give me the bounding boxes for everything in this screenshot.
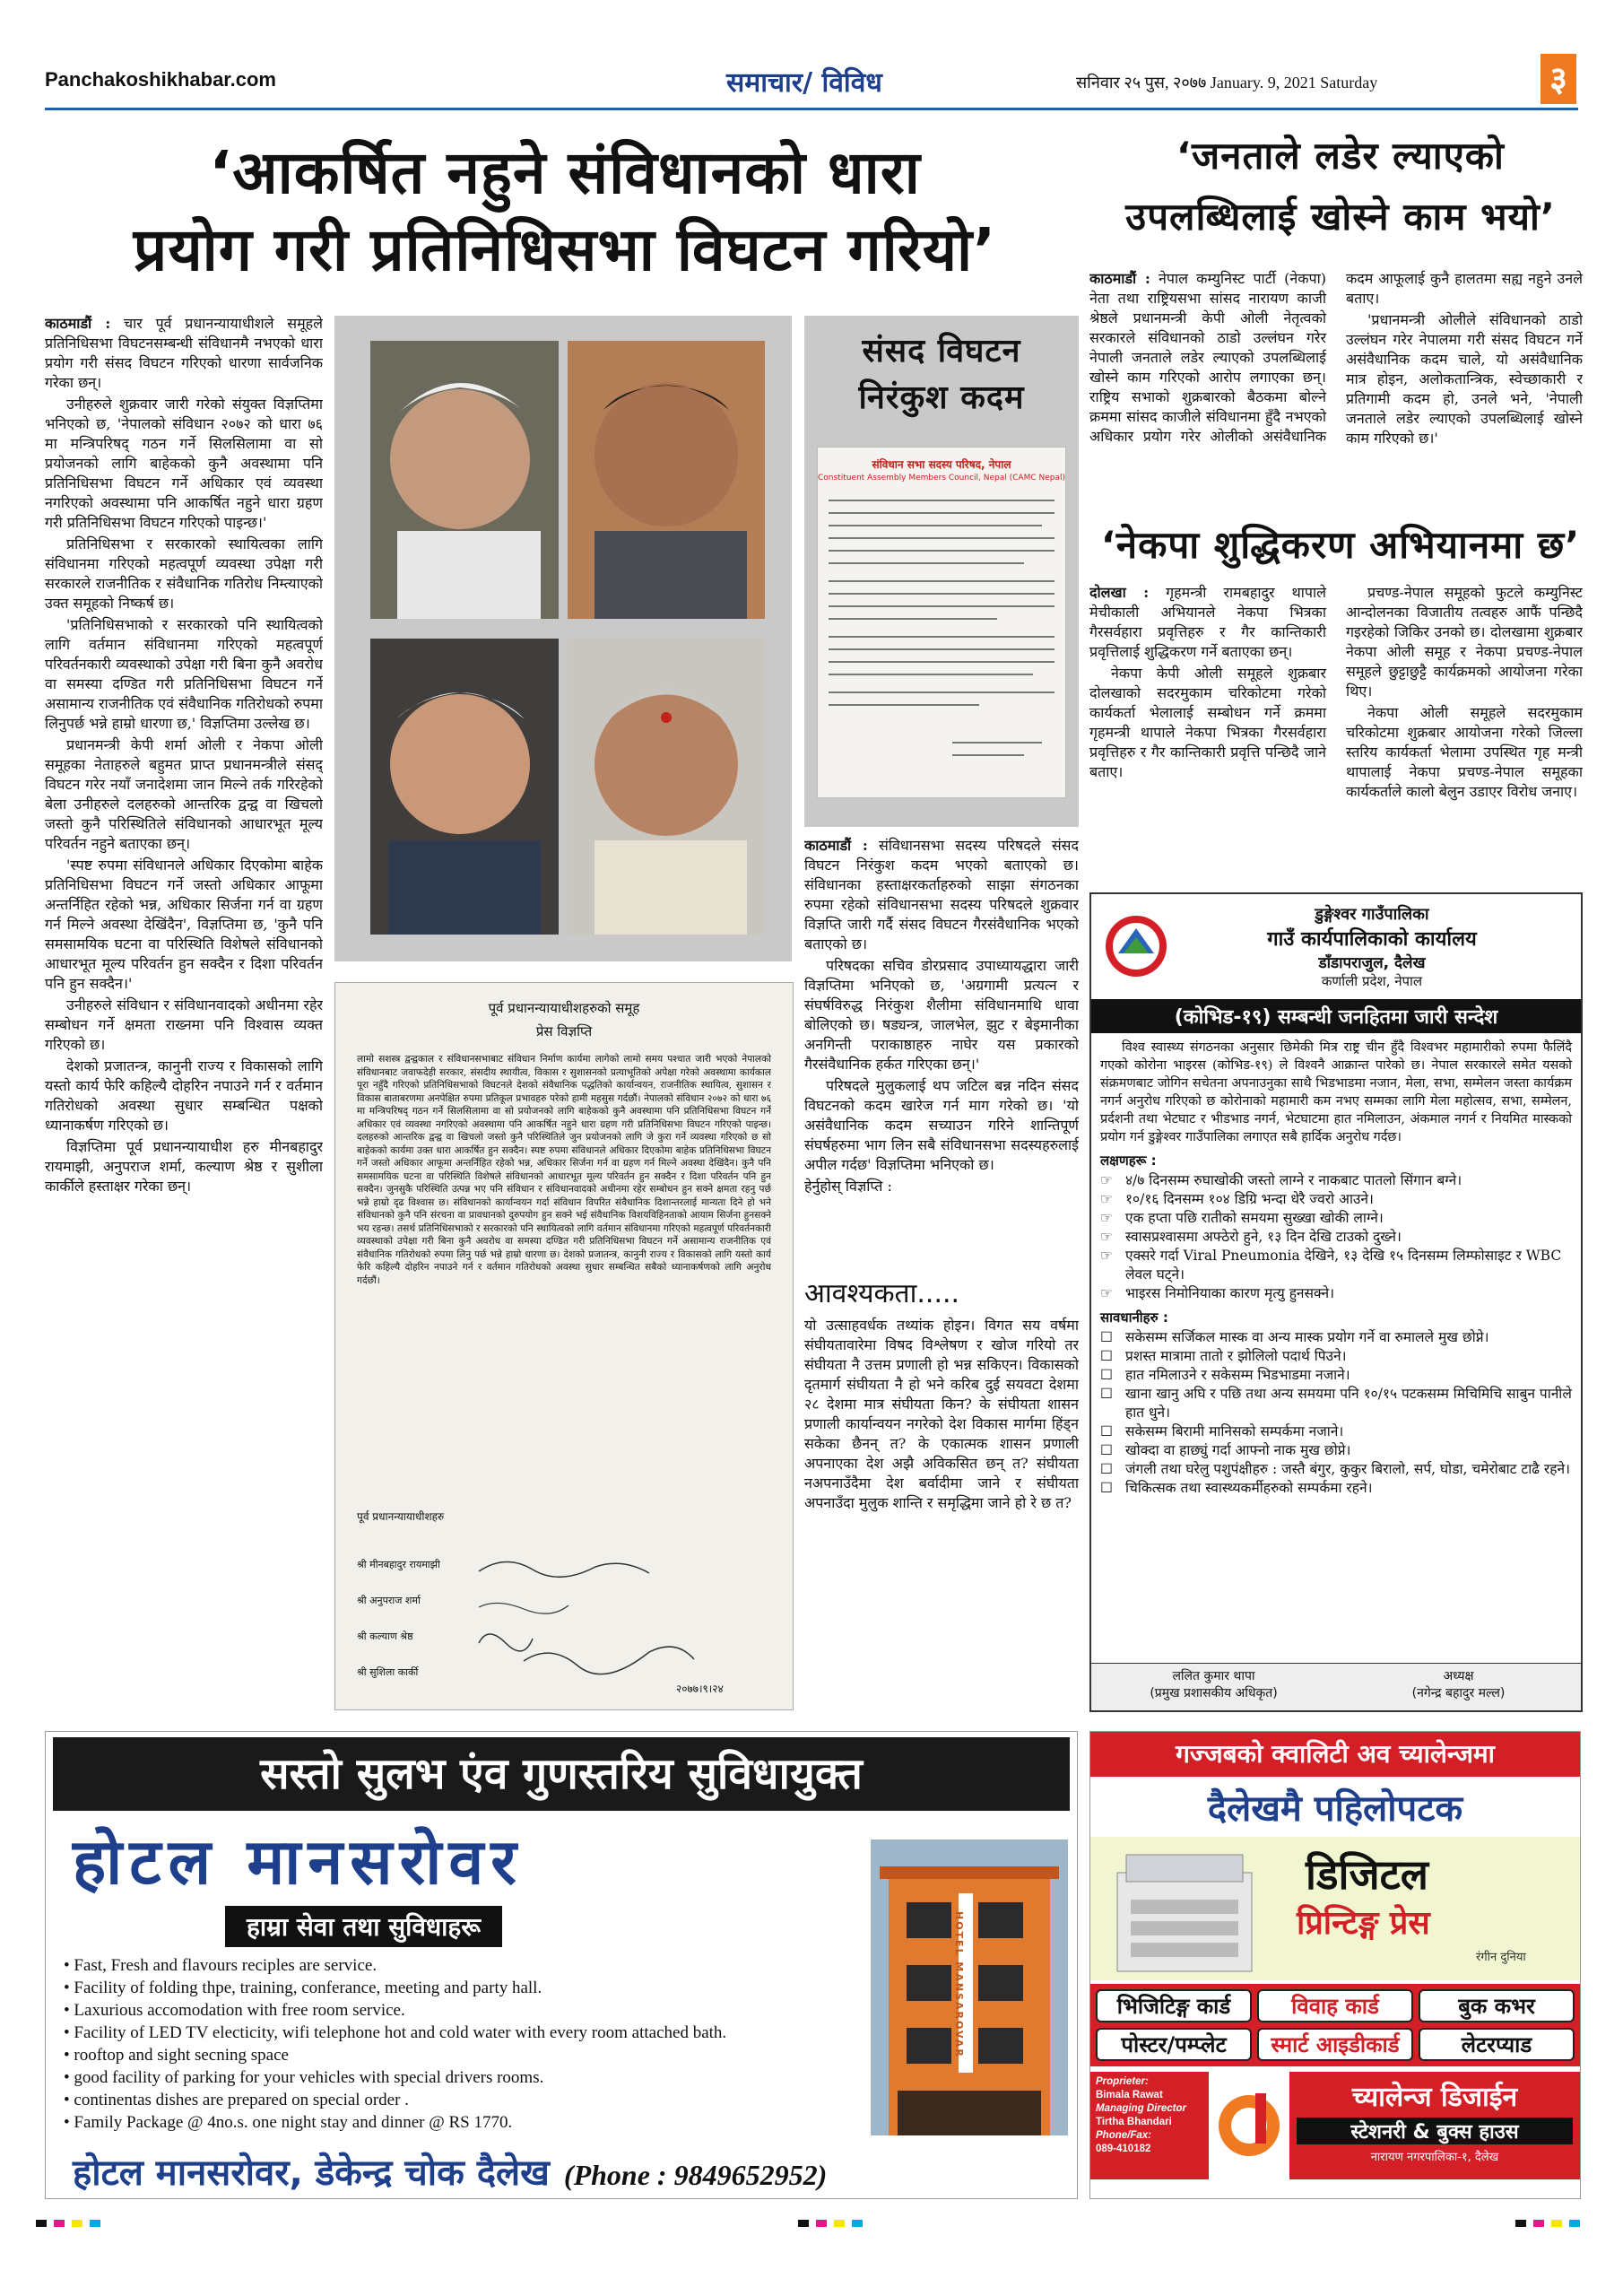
company-block (1289, 2072, 1580, 2179)
service-text: rooftop and sight secning space (74, 2046, 289, 2065)
list-item-text: स्वासप्रश्वासमा अफ्ठेरो हुने, १३ दिन देखि टाउको दुख्ने। (1125, 1229, 1402, 1245)
list-item (1100, 1190, 1572, 1209)
notice-signatures (1091, 1663, 1581, 1710)
issue-date: सनिवार २५ पुस, २०७७ January. 9, 2021 Saturday (1076, 74, 1378, 91)
service-book-cover: बुक कभर (1419, 1989, 1575, 2022)
list-item (1100, 1441, 1572, 1460)
signatures-image (470, 1553, 739, 1679)
checkbox-icon: ☐ (1100, 1386, 1113, 1402)
checkbox-icon: ☐ (1100, 1461, 1113, 1477)
need-box (804, 1274, 1079, 1713)
dateline: काठमाडौं : (45, 315, 111, 332)
print-ad-footer (1090, 2072, 1580, 2179)
list-item: • rooftop and sight secning space (64, 2046, 289, 2065)
dateline: काठमाडौं : (804, 837, 868, 854)
service-wedding-card: विवाह कार्ड (1257, 1989, 1413, 2022)
need-box-text: यो उत्साहवर्धक तथ्यांक होइन। विगत सय वर्षमा संघीयतावारेमा विषद विश्लेषण र खोज गरियो तर संघीयता नै उत्तम प्रणाली हो भन्न सकिएन। विकासको दृतमार्ग संघीयता नै हो भने करिब दुई सयवटा देशमा २८ देशमा मात्र संघीयता किन? के संघीयता शासन प्रणाली कार्यान्वयन नगरेको देश विकास मार्गमा हिंड्न सकेका छैनन् त? के एकात्मक शासन प्रणाली अपनाएका देश अझै अविकसित छन् त? संघीयता नअपनाउँदैमा देश बर्वादीमा जाने र संघीयता अपनाउँदा मुलुक शान्ति र समृद्धिमा जाने हो रे छ त? (804, 1317, 1079, 1511)
pointer-icon: ☞ (1100, 1229, 1113, 1245)
list-item (1100, 1460, 1572, 1479)
nepal-emblem (1100, 910, 1172, 982)
right-headline-1 (1089, 126, 1592, 248)
signature-1 (1091, 1664, 1336, 1710)
service-poster: पोस्टर/पम्प्लेट (1096, 2028, 1252, 2061)
hotel-name: होटल मानसरोवर (73, 1825, 524, 1899)
press-release-title: पूर्व प्रधानन्यायाधीशहरुको समूह (488, 1000, 640, 1016)
pointer-icon: ☞ (1100, 1210, 1113, 1226)
paragraph: प्रतिनिधिसभा र सरकारको स्थायित्वका लागि संविधानमा गरिएको महत्वपूर्ण व्यवस्था उपेक्षा गरी सरकारले राजनीतिक र संवैधानिक गतिरोध निम्त्याएको उक्त समूहको निष्कर्ष छ। (45, 535, 323, 612)
print-services-grid (1090, 1984, 1580, 2066)
parliament-story-image (804, 316, 1079, 827)
checkbox-icon: ☐ (1100, 1367, 1113, 1383)
service-text: Facility of LED TV electicity, wifi telephone hot and cold water with every room attached bath. (74, 2023, 727, 2042)
list-item: • good facility of parking for your vehicles with special drivers rooms. (64, 2068, 544, 2087)
list-item-text: चिकित्सक तथा स्वास्थ्यकर्मीहरुको सम्पर्कमा रहने। (1125, 1480, 1373, 1496)
letter-header: संविधान सभा सदस्य परिषद, नेपाल (872, 458, 1011, 471)
right-headline-1-line1: ‘जनताले लडेर ल्याएको (1176, 134, 1505, 178)
notice-intro: विश्व स्वास्थ्य संगठनका अनुसार छिमेकी मित्र राष्ट्र चीन हुँदै विश्वभर महामारीको रुपमा फैलिंदै गएको कोरोना भाइरस (कोभिड-१९) ले विश्वनै आक्रान्त पारेको छ। नेपाल सरकारले समेत यसको संक्रमणबाट जोगिन सचेतना अपनाउनुका साथै भिडभाडमा नजान, मेला, सभा, सम्मेलन जस्ता कार्यक्रम नगर्न अनुरोध गरिएको छ कोरोनाको महामारी कम नभए सम्मका लागि मेला महोत्सव, सभा, सम्मेलन, प्रर्दशनी तथा भेटघाट र भीडभाड नगर्न, भेटघाटमा हात नमिलाउन, अंकमाल नगर्न र नियमित मास्कको प्रयोग गर्न डुङ्गेश्वर गाउँपालिका लगाएत सबै हार्दिक अनुरोध गर्दछ। (1100, 1040, 1572, 1144)
letter-header-en: Constituent Assembly Members Council, Nepal (CAMC Nepal) (818, 474, 1065, 483)
signer: श्री कल्याण श्रेष्ठ (357, 1631, 413, 1642)
signers-heading: पूर्व प्रधानन्यायाधीशहरु (357, 1510, 445, 1523)
page-header (45, 56, 1578, 110)
covid-banner: (कोभिड-१९) सम्बन्धी जनहितमा जारी सन्देश (1091, 999, 1581, 1033)
paragraph: 'प्रतिनिधिसभाको र सरकारको पनि स्थायित्वको लागि वर्तमान संविधानमा गरिएको महत्वपूर्ण परिवर्तनकारी व्यवस्थाको उपेक्षा गरी बिना कुनै अवरोध वा समस्या दण्डित गरी प्रतिनिधिसभा विघटन गर्ने असामान्य राजनीतिक एवं संवैधानिक गतिरोधको रुपमा लिनुपर्छ भन्ने हाम्रो धारणा छ,' विज्ञप्तिमा उल्लेख छ। (45, 616, 323, 732)
sign1-title: (प्रमुख प्रशासकीय अधिकृत) (1150, 1686, 1278, 1700)
company-name-1: च्यालेन्ज डिजाईन (1351, 2082, 1518, 2113)
phone: 089-410182 (1096, 2144, 1151, 2154)
main-headline-line1: ‘आकर्षित नहुने संविधानको धारा (209, 138, 921, 207)
proprietor: Bimala Rawat (1096, 2090, 1163, 2100)
list-item-text: एक्सरे गर्दा Viral Pneumonia देखिने, १३ देखि १५ दिनसम्म लिम्फोसाइट र WBC लेवल घट्ने। (1125, 1248, 1562, 1283)
list-item: • Facility of folding thpe, training, conferance, meeting and party hall. (64, 1979, 542, 1997)
hotel-phone: (Phone : 9849652952) (563, 2159, 828, 2191)
parliament-story-body (804, 836, 1079, 1262)
need-box-title: आवश्यकता..... (804, 1278, 960, 1309)
symptoms-list (1100, 1171, 1572, 1303)
checkbox-icon: ☐ (1100, 1480, 1113, 1496)
paragraph: प्रचण्ड-नेपाल समूहको फुटले कम्युनिस्ट आन्दोलनका विजातीय तत्वहरु आफैं पन्छिदै गइरहेको जिकिर उनको छ। दोलखामा शुक्रबार नेकपा ओली समूह र नेकपा प्रचण्ड-नेपाल समूहले छुट्टाछुट्टै कार्यक्रमको आयोजना गरेका थिए। (1346, 584, 1583, 700)
paragraph: विज्ञप्तिमा पूर्व प्रधानन्यायाधीश हरु मीनबहादुर रायमाझी, अनुपराज शर्मा, कल्याण श्रेष्ठ र सुशीला कार्कीले हस्ताक्षर गरेका छन्। (45, 1138, 323, 1195)
parliament-footer-label: हेर्नुहोस् विज्ञप्ति : (804, 1178, 892, 1195)
right-story-1-body (1089, 269, 1583, 520)
paragraph: 'स्पष्ट रुपमा संविधानले अधिकार दिएकोमा बाहेक प्रतिनिधिसभा विघटन गर्ने जस्तो अधिकार आफूमा अन्तर्निहित रहेको भन्न, अधिकार सिर्जना गर्न वा ग्रहण गर्न मिल्ने अवस्था देखिंदैन', विज्ञप्तिमा छ, 'कुनै पनि समसामयिक घटना वा परिस्थिति विशेषले संविधानको आधारभूत मूल्य परिवर्तन हुन सक्दैन र दिशा परिवर्तन पनि हुन सक्दैन।' (45, 857, 323, 992)
paragraph: 'प्रधानमन्त्री ओलीले संविधानको ठाडो उल्लंघन गरेर नेपालमा गरी संसद विघटन गर्ने असंवैधानिक कदम चाले, यो असंवैधानिक मात्र होइन, अलोकतान्त्रिक, स्वेच्छाकारी र प्रतिगामी कदम हो, उनले भने, 'नेपाली जनताले लडेर ल्याएको उपलब्धिलाई खोस्ने काम गरिएको छ।' (1346, 311, 1583, 447)
pointer-icon: ☞ (1100, 1172, 1113, 1188)
paragraph: परिषदका सचिव डोरप्रसाद उपाध्यायद्धारा जारी विज्ञप्तिमा भनिएको छ, 'अग्रगामी प्रत्यत्न र संघर्षविरुद्ध निरंकुश शैलीमा संविधानमाथि धावा बोलिएको छ। षड्यन्त्र, जालभेल, झुट र बेइमानीका अनगिन्ती पराकाष्ठाहरु नाघेर यस प्रकारको गैरसंवैधानिक हर्कत गरिएका छन्।' (804, 957, 1079, 1073)
service-text: Fast, Fresh and flavours reciples are service. (74, 1956, 378, 1975)
press-release-subtitle: प्रेस विज्ञप्ति (535, 1023, 593, 1039)
pointer-icon: ☞ (1100, 1285, 1113, 1301)
sign2-name: अध्यक्ष (1443, 1669, 1474, 1683)
list-item-text: हात नमिलाउने र सकेसम्म भिडभाडमा नजाने। (1125, 1367, 1350, 1383)
printer-image (1108, 1846, 1270, 1976)
right-headline-1-line2: उपलब्धिलाई खोस्ने काम भयो’ (1125, 195, 1556, 239)
pointer-icon: ☞ (1100, 1248, 1113, 1264)
sign1-name: ललित कुमार थापा (1172, 1669, 1255, 1683)
section-title: समाचार/ विविध (726, 67, 882, 99)
paragraph: देशको प्रजातन्त्र, कानुनी राज्य र विकासको लागि यस्तो कार्य फेरि कहिल्यै दोहरिन नपाउने गर्न र वर्तमान गतिरोधको अवस्था सुधार सम्बन्धित पक्षको ध्यानाकर्षण गरिएको छ। (45, 1057, 323, 1134)
signer: श्री अनुपराज शर्मा (357, 1595, 421, 1606)
list-item (1100, 1422, 1572, 1441)
list-item: • Laxurious accomodation with free room service. (64, 2001, 405, 2020)
checkbox-icon: ☐ (1100, 1348, 1113, 1364)
press-release-image (334, 982, 794, 1710)
list-item (1100, 1284, 1572, 1303)
list-item: • Fast, Fresh and flavours reciples are service. (64, 1956, 378, 1975)
phone-label: Phone/Fax: (1096, 2130, 1151, 2141)
list-item-text: ४/७ दिनसम्म रुघाखोकी जस्तो लाग्ने र नाकबाट पातलो सिंगान बग्ने। (1125, 1172, 1462, 1188)
paragraph: नेपाल कम्युनिस्ट पार्टी (नेकपा) नेता तथा राष्ट्रियसभा सांसद नारायण काजी श्रेष्ठले प्रधानमन्त्री केपी ओली नेतृत्वको सरकारले संविधानको ठाडो उल्लंघन गरेर नेपाली जनताले लडेर ल्याएको उपलब्धिलाई खोस्ने काम गरिएको आरोप लगाएका छन्। राष्ट्रिय सभाको शुक्रबारको बैठकमा बोल्ने क्रममा सांसद काजीले संविधानमा हुँदै नभएको अधिकार प्रयोग गरेर ओलीको असंवैधानिक कदम आफूलाई कुनै हालतमा सह्य नहुने उनले बताए। (1089, 270, 1583, 445)
org-line1: डुङ्गेश्वर गाउँपालिका (1315, 905, 1429, 924)
hotel-tagline: सस्तो सुलभ एंव गुणस्तरिय सुविधायुक्त (53, 1737, 1070, 1811)
print-ad-contacts (1090, 2072, 1209, 2179)
paragraph: नेकपा केपी ओली समूहले शुक्रबार दोलखाको सदरमुकाम चरिकोटमा गरेको कार्यकर्ता भेलालाई सम्बोधन गर्ने क्रममा गृहमन्त्री थापाले नेकपा भित्रका गैरसर्वहारा प्रवृत्तिहरु र गैर कान्तिकारी प्रवृत्ति पन्छिदै जाने बताए। (1089, 665, 1326, 780)
paragraph: परिषदले मुलुकलाई थप जटिल बन्न नदिन संसद विघटनको कदम खारेज गर्न माग गरेको छ। 'यो असंवैधानिक कदम सच्याउन गरिने शान्तिपूर्ण संघर्षहरुमा भाग लिन सबै संविधानसभा सदस्यहरुलाई अपील गर्दछ' विज्ञप्तिमा भनिएको छ। (804, 1077, 1079, 1173)
photo-collage (334, 316, 792, 961)
symptoms-label: लक्षणहरू : (1100, 1152, 1157, 1169)
hotel-address-line (73, 2146, 827, 2196)
list-item-text: जंगली तथा घरेलु पशुपंक्षीहरु : जस्तै बंगुर, कुकुर बिरालो, सर्प, घोडा, चमेरोबाट टाढै रहने। (1125, 1461, 1570, 1477)
print-ad-hero (1090, 1837, 1580, 1980)
service-id-card: स्मार्ट आइडीकार्ड (1257, 2028, 1413, 2061)
challenge-logo-icon (1209, 2072, 1289, 2179)
site-name[interactable]: Panchakoshikhabar.com (45, 68, 276, 91)
photo-portraits (334, 316, 792, 961)
org-line4: कर्णाली प्रदेश, नेपाल (1321, 973, 1423, 989)
precautions-list (1100, 1328, 1572, 1498)
press-release-body: लामो सशस्त्र द्वन्द्वकाल र संविधानसभाबाट संविधान निर्माण कार्यमा लागेको लामो समय पश्चात जारी भएको नेपालको संविधानबाट जवाफदेही सरकार, संसदीय स्थायीत्व, विकास र सुशासनको प्रत्याभूतिको अपेक्षा गरेको अवस्थामा कार्यकाल पूरा नहुँदै गरिएको प्रतिनिधिसभाको विघटनले देशको संवैधानिक पद्धतिको कार्यान्वयन, राजनीतिक स्थायित्व, सुशासन र विकास बाताबरणमा अनपेक्षित रुपमा प्रतिकूल प्रभावहरु परेको हामी महसुस गर्दछौं। नेपालको संविधान २०७२ को धारा ७६ मा मन्त्रिपरिषद् गठन गर्ने सिलसिलामा वा सो प्रयोजनको लागि बाहेकको कुनै अवस्थामा पनि प्रतिनिधिसभा विघटन गर्ने अधिकार एवं व्यवस्था नगरिएको अवस्थामा पनि आकर्षित नहुने धारा ग्रहण गरी प्रतिनिधिसभा विघटन गरिएको पाइन्छ। दलहरुको आन्तरिक द्वन्द्व वा खिचलो जस्तो कुनै परिस्थितिले जुन प्रयोजनको लागि जे कुरा गर्ने व्यवस्था गरिएको छ सो बाहेकको कार्यमा उक्त धारा आकर्षित हुन सक्दैन। स्पष्ट रुपमा संविधानले अधिकार दिएकोमा बाहेक प्रतिनिधिसभा विघटन गर्ने जस्तो अधिकार आफूमा अन्तर्निहित रहेको भन्न, अधिकार सिर्जना गर्न वा ग्रहण गर्न मिल्ने अवस्था देखिंदैन। कुनै पनि समसामयिक घटना वा परिस्थिति विशेषले संविधानको आधारभूत मूल्य परिवर्तन हुन सक्दैन र दिशा परिवर्तन पनि हुन सक्दैन। जुनसुकै परिस्थिति उत्पन्न भए पनि संविधान र संविधानवादको अधीनमा रहेर सम्बोधन हुन सक्ने क्षमता रहनु पर्छ भन्ने हाम्रो दृढ विश्वास छ। संविधानको कार्यान्वयन गर्दा संविधान विपरित संवैधानिक दिशान्तरलाई मान्यता दिने हो भने संविधानको कुनै पनि संरचना वा प्रावधानको दुरुपयोग हुन सक्ने भई संवैधानिक विशयविहिनताको आयाम सिर्जना हुनसक्ने भय रहन्छ। तसर्थ प्रतिनिधिसभाको र सरकारको पनि स्थायित्वको लागि वर्तमान संविधानमा गरिएको महत्वपूर्ण परिवर्तनकारी व्यवस्थाको उपेक्षा गरी बिना कुनै अवरोध वा समस्या दण्डित गरी प्रतिनिधिसभा विघटन गर्ने असामान्य राजनीतिक एवं संवैधानिक गतिरोधको रुपमा लिनु पर्छ भन्ने हाम्रो धारणा छ। देशको प्रजातन्त्र, कानुनी राज्य र विकासको लागि यस्तो कार्य फेरि कहिल्यै दोहरिन नपाउने गर्न र वर्तमान गतिरोधको अवस्था सुधार सम्बन्धित सबैको ध्यानाकर्षणको लागि अनुरोध गर्दछौं। (357, 1054, 771, 1286)
dateline: दोलखा : (1089, 584, 1150, 601)
list-item-text: सकेसम्म बिरामी मानिसको सम्पर्कमा नजाने। (1125, 1423, 1344, 1439)
list-item (1100, 1347, 1572, 1366)
parliament-headline-line2: निरंकुश कदम (858, 379, 1025, 416)
page-number: ३ (1541, 54, 1576, 104)
service-text: Facility of folding thpe, training, conferance, meeting and party hall. (74, 1979, 542, 1997)
building-sign-text: HOTEL MANSAROVAR (953, 1911, 965, 2058)
letter-text-lines (818, 483, 1065, 787)
paragraph: संविधानसभा सदस्य परिषदले संसद विघटन निरंकुश कदम भएको बताएको छ। संविधानका हस्ताक्षरकर्ताहरुको साझा संगठनका रुपमा रहेको संविधानसभा सदस्य परिषदले शुक्रवार विज्ञप्ति जारी गर्दै संसद विघटन गैरसंवैधानिक भएको बताएको छ। (804, 837, 1079, 952)
hotel-address: होटल मानसरोवर, डेकेन्द्र चोक दैलेख (73, 2152, 550, 2194)
list-item (1100, 1228, 1572, 1247)
main-headline (72, 135, 1058, 289)
print-ad (1089, 1731, 1581, 2199)
checkbox-icon: ☐ (1100, 1329, 1113, 1345)
list-item-text: १०/१६ दिनसम्म १०४ डिग्रि भन्दा धेरै ज्वरो आउने। (1125, 1191, 1374, 1207)
list-item (1100, 1385, 1572, 1422)
checkbox-icon: ☐ (1100, 1442, 1113, 1458)
service-letterpad: लेटरप्याड (1419, 2028, 1575, 2061)
paragraph: चार पूर्व प्रधानन्यायाधीशले समूहले प्रतिनिधिसभा विघटनसम्बन्धी संविधानमै नभएको धारा प्रयोग गरी संसद विघटन गरिएको धारणा सार्वजनिक गरेका छन्। (45, 315, 323, 391)
parliament-headline (804, 328, 1079, 422)
org-line3: डाँडापराजुल, दैलेख (1318, 954, 1426, 972)
right-headline-2: ‘नेकपा शुद्धिकरण अभियानमा छ’ (1100, 523, 1581, 567)
list-item (1100, 1366, 1572, 1385)
list-item: • Family Package @ 4no.s. one night stay and dinner @ RS 1770. (64, 2113, 513, 2132)
proprietor-label: Proprieter: (1096, 2076, 1149, 2087)
list-item-text: प्रशस्त मात्रामा तातो र झोलिलो पदार्थ पिउने। (1125, 1348, 1347, 1364)
list-item-text: भाइरस निमोनियाका कारण मृत्यु हुनसक्ने। (1125, 1285, 1334, 1301)
services-list (64, 1954, 745, 2134)
company-name-2: स्टेशनरी & बुक्स हाउस (1297, 2118, 1573, 2144)
covid-notice (1089, 892, 1583, 1712)
list-item (1100, 1247, 1572, 1284)
list-item-text: खाना खानु अघि र पछि तथा अन्य समयमा पनि १०/१५ पटकसम्म मिचिमिचि साबुन पानीले हात धुने। (1125, 1386, 1572, 1421)
list-item: • continentas dishes are prepared on special order . (64, 2091, 409, 2109)
signature-2 (1336, 1664, 1581, 1710)
print-ad-banner: गज्जबको क्वालिटी अव च्यालेन्जमा (1090, 1732, 1580, 1777)
paragraph: गृहमन्त्री रामबहादुर थापाले मेचीकाली अभियानले नेकपा भित्रका गैरसर्वहारा प्रवृत्तिहरु र गैर कान्तिकारी प्रवृत्तिलाई शुद्धिकरण गर्ने बताएका छन्। (1089, 584, 1326, 660)
service-text: Laxurious accomodation with free room service. (74, 2001, 405, 2020)
list-item (1100, 1209, 1572, 1228)
services-heading: हाम्रा सेवा तथा सुविधाहरू (225, 1906, 502, 1947)
service-text: continentas dishes are prepared on special order . (74, 2091, 409, 2109)
list-item-text: सकेसम्म सर्जिकल मास्क वा अन्य मास्क प्रयोग गर्ने वा रुमालले मुख छोप्ने। (1125, 1329, 1489, 1345)
print-registration-marks (36, 2215, 1587, 2233)
md-label: Managing Director (1096, 2103, 1186, 2114)
list-item (1100, 1479, 1572, 1498)
print-service-2-sub: रंगीन दुनिया (1476, 1951, 1526, 1964)
hotel-ad (45, 1731, 1078, 2199)
paragraph: प्रधानमन्त्री केपी शर्मा ओली र नेकपा ओली समूहका नेताहरुले बहुमत प्राप्त प्रधानमन्त्रीले संसद् विघटन गरेर नयाँ जनादेशमा जान मिल्ने तर्क गरिरहेको बेला उनीहरुले दलहरुको आन्तरिक द्वन्द्व वा खिचलो जस्तो कुनै परिस्थितिले संविधानको आधारभूत मूल्य परिवर्तन नहुने बताएका छन्। (45, 736, 323, 852)
list-item-text: खोक्दा वा हाछ्युं गर्दा आफ्नो नाक मुख छोप्ने। (1125, 1442, 1351, 1458)
service-visiting-card: भिजिटिङ्ग कार्ड (1096, 1989, 1252, 2022)
pointer-icon: ☞ (1100, 1191, 1113, 1207)
dateline: काठमाडौं : (1089, 270, 1150, 287)
sign2-title: (नगेन्द्र बहादुर मल्ल) (1411, 1686, 1506, 1700)
right-story-2-body (1089, 583, 1583, 883)
main-headline-line2: प्रयोग गरी प्रतिनिधिसभा विघटन गरियो’ (133, 215, 997, 284)
press-release-date: २०७७।९।२४ (676, 1683, 724, 1695)
precautions-label: सावधानीहरु : (1100, 1309, 1168, 1326)
print-service-2: प्रिन्टिङ्ग प्रेस (1297, 1905, 1430, 1942)
list-item (1100, 1328, 1572, 1347)
paragraph: उनीहरुले संविधान र संविधानवादको अधीनमा रहेर सम्बोधन गर्ने क्षमता राख्नमा पनि विश्वास व्यक्त गरिएको छ। (45, 996, 323, 1053)
camc-letter-image (817, 447, 1066, 798)
print-ad-subtitle: दैलेखमै पहिलोपटक (1207, 1788, 1463, 1830)
list-item (1100, 1171, 1572, 1190)
service-text: good facility of parking for your vehicles with special drivers rooms. (74, 2068, 544, 2087)
checkbox-icon: ☐ (1100, 1423, 1113, 1439)
company-location: नारायण नगरपालिका-१, दैलेख (1370, 2151, 1499, 2164)
service-text: Family Package @ 4no.s. one night stay and dinner @ RS 1770. (74, 2113, 513, 2132)
parliament-headline-line1: संसद विघटन (862, 333, 1021, 370)
print-service-1: डिजिटल (1306, 1850, 1428, 1899)
list-item: • Facility of LED TV electicity, wifi telephone hot and cold water with every room attached bath. (64, 2023, 727, 2042)
signer: श्री सुशिला कार्की (357, 1666, 419, 1678)
paragraph: नेकपा ओली समूहले सदरमुकाम चरिकोटमा शुक्रबार आयोजना गरेको जिल्ला स्तरिय कार्यकर्ता भेलामा उपस्थित गृह मन्त्री थापालाई नेकपा प्रचण्ड-नेपाल समूहका कार्यकर्ताले कालो बेलुन उडाएर विरोध जनाए। (1346, 704, 1583, 800)
org-line2: गाउँ कार्यपालिकाको कार्यालय (1267, 928, 1477, 951)
signer: श्री मीनबहादुर रायमाझी (357, 1559, 440, 1570)
paragraph: उनीहरुले शुक्रवार जारी गरेको संयुक्त विज्ञप्तिमा भनिएको छ, 'नेपालको संविधान २०७२ को धारा ७६ मा मन्त्रिपरिषद् गठन गर्ने सिलसिलामा वा सो प्रयोजनको लागि बाहेकको कुनै अवस्थामा पनि प्रतिनिधिसभा विघटन गर्ने अधिकार एवं व्यवस्था नगरिएको अवस्थामा पनि आकर्षित नहुने धारा ग्रहण गरी प्रतिनिधिसभा विघटन गरिएको पाइन्छ।' (45, 396, 323, 531)
main-story-body (45, 314, 323, 1704)
hotel-building-image (871, 1839, 1068, 2135)
list-item-text: एक हप्ता पछि रातीको समयमा सुख्खा खोकी लाग्ने। (1125, 1210, 1384, 1226)
md: Tirtha Bhandari (1096, 2117, 1172, 2127)
